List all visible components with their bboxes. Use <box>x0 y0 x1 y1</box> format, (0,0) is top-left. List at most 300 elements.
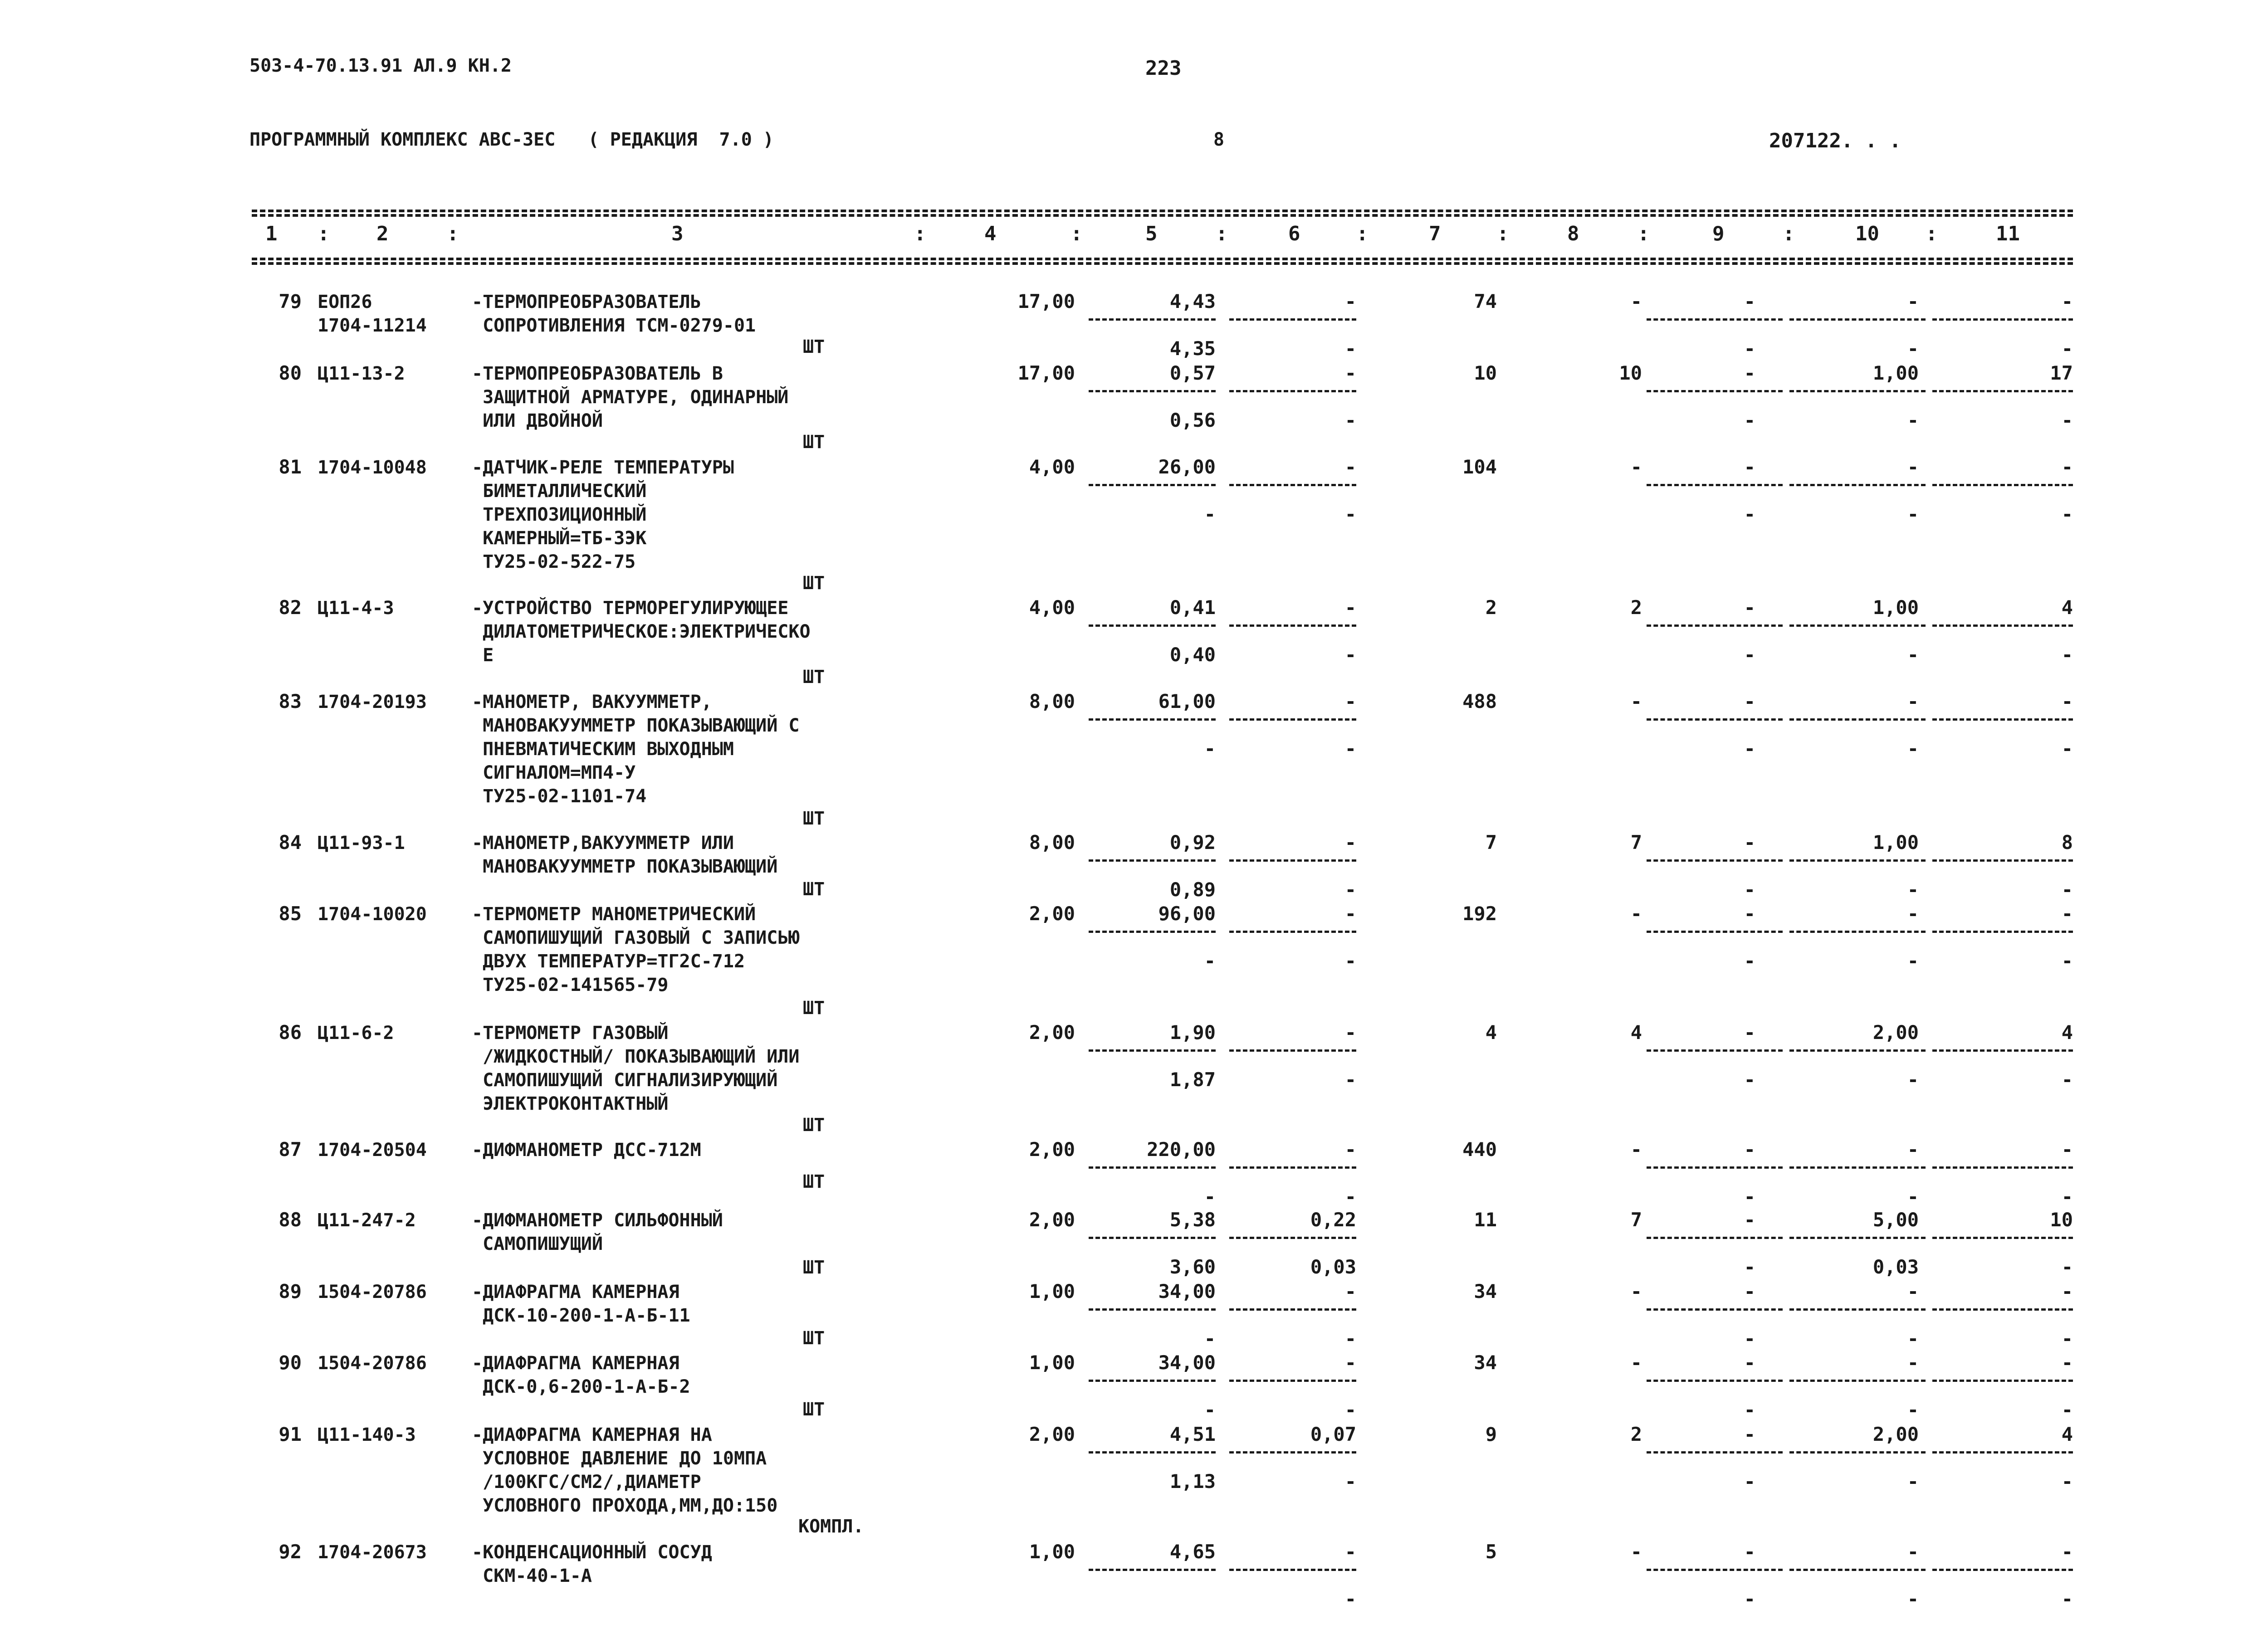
col5-value-2: 4,35 <box>1169 337 1216 360</box>
cell-divider <box>1789 859 1926 862</box>
col8-value: - <box>1630 1138 1642 1161</box>
col9-value: - <box>1744 902 1755 925</box>
col6-value: - <box>1344 690 1356 712</box>
cell-divider <box>1229 318 1356 321</box>
col9-value: - <box>1744 290 1755 312</box>
row-number: 81 <box>279 456 302 478</box>
row-number: 86 <box>279 1021 302 1044</box>
cell-divider <box>1789 1166 1926 1169</box>
col9-value: - <box>1744 1209 1755 1231</box>
cell-divider <box>1089 318 1216 321</box>
col7-value: 104 <box>1462 456 1497 478</box>
col6-value: - <box>1344 1280 1356 1302</box>
col11-value-2: - <box>2061 878 2073 901</box>
row-code: 1704-10020 <box>318 904 427 925</box>
col9-value: - <box>1744 1138 1755 1161</box>
col11-value: 17 <box>2050 362 2073 384</box>
col6-value-2: - <box>1344 1588 1356 1610</box>
col6-value: - <box>1344 290 1356 312</box>
col10-value-2: - <box>1907 1185 1919 1208</box>
col5-value-2: - <box>1204 503 1216 525</box>
col9-value-2: - <box>1744 1068 1755 1091</box>
col5-value-2: - <box>1204 1399 1216 1421</box>
col11-value: 4 <box>2061 1423 2073 1445</box>
cell-divider <box>1647 1451 1783 1454</box>
cell-divider <box>1089 484 1216 486</box>
cell-divider <box>1229 624 1356 627</box>
column-header-3: 3 <box>671 222 684 245</box>
column-separator: : <box>1783 222 1795 245</box>
col10-value: - <box>1907 456 1919 478</box>
col4-value: 1,00 <box>1029 1280 1075 1302</box>
column-header-4: 4 <box>984 222 997 245</box>
col6-value-2: - <box>1344 409 1356 431</box>
cell-divider <box>1229 1380 1356 1382</box>
col7-value: 4 <box>1485 1021 1497 1044</box>
col11-value: - <box>2061 690 2073 712</box>
row-number: 91 <box>279 1423 302 1445</box>
row-description: -ДИАФРАГМА КАМЕРНАЯ ДСК-0,6-200-1-А-Б-2 <box>472 1353 690 1397</box>
col7-value: 488 <box>1462 690 1497 712</box>
col10-value-2: - <box>1907 1470 1919 1493</box>
col6-value: - <box>1344 1541 1356 1563</box>
cell-divider <box>1089 1380 1216 1382</box>
col5-value-2: 3,60 <box>1169 1256 1216 1278</box>
col5-value-2: 0,56 <box>1169 409 1216 431</box>
col11-value-2: - <box>2061 737 2073 760</box>
column-header-11: 11 <box>1996 222 2020 245</box>
column-header-9: 9 <box>1712 222 1725 245</box>
col5-value: 5,38 <box>1169 1209 1216 1231</box>
col4-value: 2,00 <box>1029 1021 1075 1044</box>
row-code: 1504-20786 <box>318 1353 427 1374</box>
col5-value: 34,00 <box>1158 1351 1216 1374</box>
col5-value: 4,51 <box>1169 1423 1216 1445</box>
row-description: -ДИФМАНОМЕТР ДСС-712М <box>472 1140 701 1161</box>
cell-divider <box>1229 1049 1356 1052</box>
col5-value-2: 1,13 <box>1169 1470 1216 1493</box>
row-code: 1704-20673 <box>318 1542 427 1563</box>
col11-value: - <box>2061 1541 2073 1563</box>
row-number: 85 <box>279 902 302 925</box>
col11-value-2: - <box>2061 337 2073 360</box>
page-number: 223 <box>1145 57 1182 80</box>
col10-value-2: - <box>1907 337 1919 360</box>
row-description: -ДИАФРАГМА КАМЕРНАЯ НА УСЛОВНОЕ ДАВЛЕНИЕ ДО 10МПА /100КГС/СМ2/,ДИАМЕТР УСЛОВНОГО ПРОХОДА,ММ,ДО:150 <box>472 1424 778 1516</box>
row-unit: КОМПЛ. <box>798 1516 864 1537</box>
row-unit: ШТ <box>803 879 825 900</box>
col4-value: 2,00 <box>1029 902 1075 925</box>
column-separator: : <box>914 222 926 245</box>
col9-value: - <box>1744 1280 1755 1302</box>
col5-value: 0,57 <box>1169 362 1216 384</box>
col10-value-2: - <box>1907 1327 1919 1350</box>
col5-value: 26,00 <box>1158 456 1216 478</box>
cell-divider <box>1932 1569 2073 1571</box>
cell-divider <box>1789 484 1926 486</box>
row-description: -ТЕРМОПРЕОБРАЗОВАТЕЛЬ СОПРОТИВЛЕНИЯ ТСМ-0279-01 <box>472 292 756 336</box>
col10-value: - <box>1907 290 1919 312</box>
col9-value-2: - <box>1744 409 1755 431</box>
column-separator: : <box>1497 222 1509 245</box>
row-unit: ШТ <box>803 998 825 1019</box>
col5-value: 96,00 <box>1158 902 1216 925</box>
row-code: 1704-10048 <box>318 457 427 478</box>
col8-value: - <box>1630 1541 1642 1563</box>
col7-value: 7 <box>1485 831 1497 854</box>
col9-value: - <box>1744 456 1755 478</box>
cell-divider <box>1932 1380 2073 1382</box>
cell-divider <box>1647 718 1783 721</box>
col11-value: - <box>2061 1138 2073 1161</box>
col10-value: - <box>1907 1280 1919 1302</box>
col5-value: 0,41 <box>1169 596 1216 619</box>
col6-value: 0,07 <box>1310 1423 1356 1445</box>
col9-value-2: - <box>1744 1256 1755 1278</box>
row-description: -ДАТЧИК-РЕЛЕ ТЕМПЕРАТУРЫ БИМЕТАЛЛИЧЕСКИЙ ТРЕХПОЗИЦИОННЫЙ КАМЕРНЫЙ=ТБ-3ЭК ТУ25-02-522-75 <box>472 457 734 572</box>
row-description: -ТЕРМОПРЕОБРАЗОВАТЕЛЬ В ЗАЩИТНОЙ АРМАТУРЕ, ОДИНАРНЫЙ ИЛИ ДВОЙНОЙ <box>472 363 789 431</box>
col10-value: 2,00 <box>1872 1021 1919 1044</box>
col11-value-2: - <box>2061 1588 2073 1610</box>
row-number: 84 <box>279 831 302 854</box>
col9-value-2: - <box>1744 644 1755 666</box>
col6-value-2: - <box>1344 1185 1356 1208</box>
cell-divider <box>1789 1049 1926 1052</box>
cell-divider <box>1647 1380 1783 1382</box>
col4-value: 2,00 <box>1029 1423 1075 1445</box>
row-description: -ТЕРМОМЕТР ГАЗОВЫЙ /ЖИДКОСТНЫЙ/ ПОКАЗЫВАЮЩИЙ ИЛИ САМОПИШУЩИЙ СИГНАЛИЗИРУЮЩИЙ ЭЛЕКТРОКОНТАКТНЫЙ <box>472 1023 800 1114</box>
row-code: 1704-20193 <box>318 692 427 712</box>
col5-value: 34,00 <box>1158 1280 1216 1302</box>
cell-divider <box>1089 931 1216 933</box>
col10-value: - <box>1907 902 1919 925</box>
col10-value: 2,00 <box>1872 1423 1919 1445</box>
cell-divider <box>1089 624 1216 627</box>
row-unit: ШТ <box>803 573 825 594</box>
column-separator: : <box>1637 222 1650 245</box>
col8-value: - <box>1630 456 1642 478</box>
column-separator: : <box>1216 222 1228 245</box>
row-description: -МАНОМЕТР, ВАКУУММЕТР, МАНОВАКУУММЕТР ПОКАЗЫВАЮЩИЙ С ПНЕВМАТИЧЕСКИМ ВЫХОДНЫМ СИГНАЛОМ=МП4-У ТУ25-02-1101-74 <box>472 692 800 807</box>
cell-divider <box>1789 718 1926 721</box>
row-unit: ШТ <box>803 1399 825 1420</box>
col4-value: 2,00 <box>1029 1138 1075 1161</box>
col11-value-2: - <box>2061 1068 2073 1091</box>
col10-value-2: - <box>1907 409 1919 431</box>
col10-value-2: - <box>1907 644 1919 666</box>
col10-value-2: - <box>1907 1399 1919 1421</box>
col8-value: - <box>1630 690 1642 712</box>
cell-divider <box>1229 484 1356 486</box>
cell-divider <box>1647 1569 1783 1571</box>
program-code: 207122. . . <box>1769 129 1901 152</box>
col9-value: - <box>1744 596 1755 619</box>
row-number: 83 <box>279 690 302 712</box>
col5-value-2: 1,87 <box>1169 1068 1216 1091</box>
col11-value: 10 <box>2050 1209 2073 1231</box>
row-number: 88 <box>279 1209 302 1231</box>
col10-value: 5,00 <box>1872 1209 1919 1231</box>
col6-value: - <box>1344 1351 1356 1374</box>
row-description: -КОНДЕНСАЦИОННЫЙ СОСУД СКМ-40-1-А <box>472 1542 712 1586</box>
col10-value: - <box>1907 1351 1919 1374</box>
cell-divider <box>1229 931 1356 933</box>
column-header-10: 10 <box>1855 222 1879 245</box>
cell-divider <box>1647 1237 1783 1239</box>
row-description: -УСТРОЙСТВО ТЕРМОРЕГУЛИРУЮЩЕЕ ДИЛАТОМЕТРИЧЕСКОЕ:ЭЛЕКТРИЧЕСКО Е <box>472 598 811 666</box>
col8-value: 4 <box>1630 1021 1642 1044</box>
col10-value: - <box>1907 1138 1919 1161</box>
col8-value: - <box>1630 1280 1642 1302</box>
col6-value: - <box>1344 596 1356 619</box>
row-number: 92 <box>279 1541 302 1563</box>
col6-value-2: - <box>1344 1399 1356 1421</box>
cell-divider <box>1647 1049 1783 1052</box>
cell-divider <box>1089 859 1216 862</box>
col6-value: 0,22 <box>1310 1209 1356 1231</box>
col7-value: 440 <box>1462 1138 1497 1161</box>
table-header-rule <box>252 258 2073 260</box>
col11-value: - <box>2061 456 2073 478</box>
cell-divider <box>1932 1049 2073 1052</box>
col11-value-2: - <box>2061 1256 2073 1278</box>
row-description: -ТЕРМОМЕТР МАНОМЕТРИЧЕСКИЙ САМОПИШУЩИЙ ГАЗОВЫЙ С ЗАПИСЬЮ ДВУХ ТЕМПЕРАТУР=ТГ2С-712 ТУ25-02-141565-79 <box>472 904 800 995</box>
row-code: 1504-20786 <box>318 1282 427 1302</box>
cell-divider <box>1089 1237 1216 1239</box>
col7-value: 2 <box>1485 596 1497 619</box>
col7-value: 74 <box>1474 290 1497 312</box>
row-unit: ШТ <box>803 1328 825 1349</box>
col7-value: 10 <box>1474 362 1497 384</box>
col10-value: 1,00 <box>1872 831 1919 854</box>
cell-divider <box>1229 718 1356 721</box>
cell-divider <box>1789 1237 1926 1239</box>
col4-value: 4,00 <box>1029 456 1075 478</box>
col10-value-2: - <box>1907 1588 1919 1610</box>
col6-value-2: 0,03 <box>1310 1256 1356 1278</box>
col8-value: - <box>1630 290 1642 312</box>
col11-value-2: - <box>2061 1470 2073 1493</box>
col9-value-2: - <box>1744 1588 1755 1610</box>
row-code: Ц11-6-2 <box>318 1023 394 1044</box>
cell-divider <box>1089 1569 1216 1571</box>
col9-value-2: - <box>1744 950 1755 972</box>
cell-divider <box>1089 1166 1216 1169</box>
cell-divider <box>1932 931 2073 933</box>
cell-divider <box>1932 318 2073 321</box>
cell-divider <box>1647 1308 1783 1311</box>
row-unit: ШТ <box>803 337 825 357</box>
cell-divider <box>1647 931 1783 933</box>
cell-divider <box>1089 718 1216 721</box>
col4-value: 4,00 <box>1029 596 1075 619</box>
col6-value: - <box>1344 902 1356 925</box>
col9-value: - <box>1744 1541 1755 1563</box>
col8-value: - <box>1630 902 1642 925</box>
col4-value: 2,00 <box>1029 1209 1075 1231</box>
col6-value: - <box>1344 362 1356 384</box>
col4-value: 17,00 <box>1017 362 1075 384</box>
cell-divider <box>1789 1380 1926 1382</box>
cell-divider <box>1789 624 1926 627</box>
col11-value-2: - <box>2061 409 2073 431</box>
doc-reference: 503-4-70.13.91 АЛ.9 КН.2 <box>249 55 512 76</box>
cell-divider <box>1789 390 1926 392</box>
col7-value: 5 <box>1485 1541 1497 1563</box>
col4-value: 1,00 <box>1029 1351 1075 1374</box>
column-header-6: 6 <box>1288 222 1300 245</box>
cell-divider <box>1647 624 1783 627</box>
cell-divider <box>1647 1166 1783 1169</box>
col5-value: 4,65 <box>1169 1541 1216 1563</box>
cell-divider <box>1932 1166 2073 1169</box>
col7-value: 11 <box>1474 1209 1497 1231</box>
col6-value: - <box>1344 1021 1356 1044</box>
row-unit: ШТ <box>803 1171 825 1192</box>
col4-value: 1,00 <box>1029 1541 1075 1563</box>
col6-value-2: - <box>1344 950 1356 972</box>
col6-value: - <box>1344 831 1356 854</box>
cell-divider <box>1647 390 1783 392</box>
cell-divider <box>1789 931 1926 933</box>
col10-value-2: - <box>1907 503 1919 525</box>
col7-value: 34 <box>1474 1351 1497 1374</box>
row-code: Ц11-4-3 <box>318 598 394 619</box>
col11-value-2: - <box>2061 644 2073 666</box>
cell-divider <box>1647 484 1783 486</box>
col4-value: 8,00 <box>1029 690 1075 712</box>
col6-value-2: - <box>1344 878 1356 901</box>
col6-value-2: - <box>1344 1068 1356 1091</box>
row-description: -ДИФМАНОМЕТР СИЛЬФОННЫЙ САМОПИШУЩИЙ <box>472 1210 723 1254</box>
col5-value-2: 0,40 <box>1169 644 1216 666</box>
col11-value: - <box>2061 902 2073 925</box>
col10-value-2: - <box>1907 950 1919 972</box>
cell-divider <box>1932 859 2073 862</box>
cell-divider <box>1789 318 1926 321</box>
cell-divider <box>1789 1569 1926 1571</box>
col10-value: - <box>1907 690 1919 712</box>
row-code: Ц11-93-1 <box>318 833 405 854</box>
col11-value: - <box>2061 1351 2073 1374</box>
row-description: -МАНОМЕТР,ВАКУУММЕТР ИЛИ МАНОВАКУУММЕТР ПОКАЗЫВАЮЩИЙ <box>472 833 778 877</box>
col9-value-2: - <box>1744 1185 1755 1208</box>
cell-divider <box>1089 1049 1216 1052</box>
col9-value: - <box>1744 1423 1755 1445</box>
col7-value: 34 <box>1474 1280 1497 1302</box>
col5-value: 4,43 <box>1169 290 1216 312</box>
col4-value: 17,00 <box>1017 290 1075 312</box>
row-number: 80 <box>279 362 302 384</box>
row-number: 90 <box>279 1351 302 1374</box>
col8-value: 10 <box>1619 362 1642 384</box>
col5-value-2: - <box>1204 1327 1216 1350</box>
col9-value: - <box>1744 690 1755 712</box>
col6-value-2: - <box>1344 1470 1356 1493</box>
cell-divider <box>1789 1451 1926 1454</box>
col9-value-2: - <box>1744 503 1755 525</box>
column-header-8: 8 <box>1567 222 1579 245</box>
cell-divider <box>1229 390 1356 392</box>
col8-value: 7 <box>1630 831 1642 854</box>
column-header-7: 7 <box>1429 222 1441 245</box>
column-separator: : <box>447 222 459 245</box>
col8-value: 7 <box>1630 1209 1642 1231</box>
row-unit: ШТ <box>803 667 825 688</box>
col9-value-2: - <box>1744 337 1755 360</box>
col11-value: 4 <box>2061 596 2073 619</box>
row-code: Ц11-140-3 <box>318 1424 416 1445</box>
cell-divider <box>1647 859 1783 862</box>
col6-value-2: - <box>1344 503 1356 525</box>
cell-divider <box>1932 1308 2073 1311</box>
col11-value-2: - <box>2061 503 2073 525</box>
col6-value-2: - <box>1344 644 1356 666</box>
row-code: ЕОП26 1704-11214 <box>318 292 427 336</box>
col11-value-2: - <box>2061 1399 2073 1421</box>
col11-value-2: - <box>2061 1185 2073 1208</box>
col5-value: 0,92 <box>1169 831 1216 854</box>
cell-divider <box>1932 1237 2073 1239</box>
row-code: Ц11-13-2 <box>318 363 405 384</box>
col11-value: - <box>2061 290 2073 312</box>
column-separator: : <box>1926 222 1938 245</box>
column-separator: : <box>1356 222 1369 245</box>
col7-value: 192 <box>1462 902 1497 925</box>
col6-value-2: - <box>1344 1327 1356 1350</box>
cell-divider <box>1229 1237 1356 1239</box>
column-header-2: 2 <box>376 222 389 245</box>
col10-value: - <box>1907 1541 1919 1563</box>
cell-divider <box>1932 390 2073 392</box>
col9-value-2: - <box>1744 1327 1755 1350</box>
table-top-rule-2 <box>252 214 2073 217</box>
col5-value: 220,00 <box>1147 1138 1216 1161</box>
row-unit: ШТ <box>803 1115 825 1136</box>
col10-value-2: 0,03 <box>1872 1256 1919 1278</box>
column-header-1: 1 <box>265 222 278 245</box>
col6-value: - <box>1344 1138 1356 1161</box>
col6-value: - <box>1344 456 1356 478</box>
col5-value: 1,90 <box>1169 1021 1216 1044</box>
cell-divider <box>1789 1308 1926 1311</box>
row-number: 87 <box>279 1138 302 1161</box>
row-description: -ДИАФРАГМА КАМЕРНАЯ ДСК-10-200-1-А-Б-11 <box>472 1282 690 1326</box>
cell-divider <box>1229 1308 1356 1311</box>
col4-value: 8,00 <box>1029 831 1075 854</box>
col5-value-2: - <box>1204 950 1216 972</box>
cell-divider <box>1932 484 2073 486</box>
col8-value: 2 <box>1630 1423 1642 1445</box>
col9-value-2: - <box>1744 878 1755 901</box>
row-unit: ШТ <box>803 432 825 453</box>
col11-value: - <box>2061 1280 2073 1302</box>
row-number: 89 <box>279 1280 302 1302</box>
col9-value: - <box>1744 1021 1755 1044</box>
row-unit: ШТ <box>803 808 825 829</box>
cell-divider <box>1932 718 2073 721</box>
col6-value-2: - <box>1344 337 1356 360</box>
cell-divider <box>1229 859 1356 862</box>
col5-value: 61,00 <box>1158 690 1216 712</box>
row-code: 1704-20504 <box>318 1140 427 1161</box>
cell-divider <box>1229 1569 1356 1571</box>
col11-value-2: - <box>2061 1327 2073 1350</box>
col6-value-2: - <box>1344 737 1356 760</box>
row-unit: ШТ <box>803 1257 825 1278</box>
program-title: ПРОГРАММНЫЙ КОМПЛЕКС АВС-3ЕС ( РЕДАКЦИЯ 7.0 ) <box>249 129 774 150</box>
row-number: 82 <box>279 596 302 619</box>
